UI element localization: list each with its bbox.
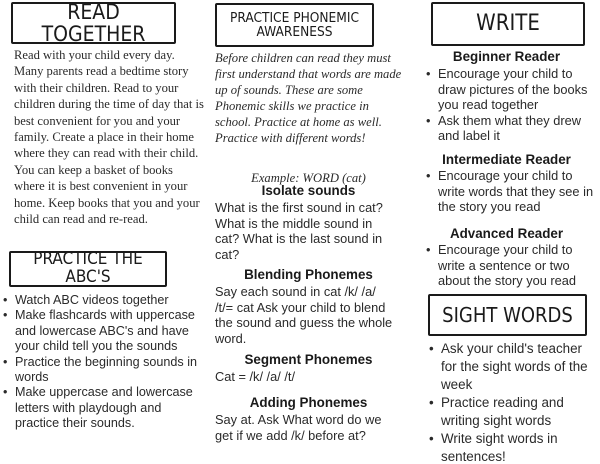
list-item: • Watch ABC videos together bbox=[0, 293, 204, 308]
segment-phonemes-heading: Segment Phonemes bbox=[244, 352, 373, 367]
list-item: • Make flashcards with uppercase and lowercase ABC's and have your child tell you the sounds bbox=[0, 308, 204, 354]
phonemic-intro: Before children can read they must first understand that words are made up of sounds. These are some Phonemic skills we practice in school. Practice at home as well. Practice with different words! bbox=[215, 51, 402, 145]
list-item: • Encourage your child to write words that they see in the story you read bbox=[423, 168, 600, 215]
write-title-box bbox=[431, 2, 585, 46]
left-column bbox=[0, 0, 205, 464]
practice-abcs-list bbox=[0, 293, 204, 432]
read-together-body: Read with your child every day. Many parents read a bedtime story with their children. Read to your children during the time of day that is best convenient for you and your family. Create a place in their home where they can read with their child. You can keep a basket of books where it is best convenient in your home. Keep books that you and your child can read and re-read. bbox=[14, 48, 204, 227]
list-item: • Encourage your child to draw pictures of the books you read together bbox=[423, 66, 600, 113]
segment-phonemes-text: Cat = /k/ /a/ /t/ bbox=[215, 369, 296, 384]
intermediate-reader-heading: Intermediate Reader bbox=[442, 152, 571, 167]
sight-words-list bbox=[426, 340, 592, 464]
right-column bbox=[405, 0, 600, 464]
practice-abcs-title: PRACTICE THE ABC'S bbox=[33, 249, 143, 287]
advanced-reader-heading: Advanced Reader bbox=[449, 226, 564, 241]
blending-phonemes-text: Say each sound in cat /k/ /a/ /t/= cat Ask your child to blend the sound and guess the whole word. bbox=[215, 284, 393, 346]
list-item: • Write sight words in sentences! bbox=[426, 430, 592, 464]
blending-phonemes-heading: Blending Phonemes bbox=[244, 267, 373, 282]
beginner-reader-list bbox=[423, 66, 600, 144]
read-together-title-box bbox=[11, 2, 176, 44]
adding-phonemes-text: Say at. Ask What word do we get if we add /k/ before at? bbox=[215, 412, 382, 443]
isolate-sounds-text: What is the first sound in cat? What is the middle sound in cat? What is the last sound in cat? bbox=[215, 200, 383, 262]
list-item: • Ask your child's teacher for the sight words of the week bbox=[426, 340, 592, 394]
write-title: WRITE bbox=[476, 11, 540, 37]
list-item: • Practice the beginning sounds in words bbox=[0, 355, 204, 386]
phonemic-example: Example: WORD (cat) bbox=[251, 171, 366, 185]
list-item: • Make uppercase and lowercase letters with playdough and practice their sounds. bbox=[0, 385, 204, 431]
phonemic-title-line2: AWARENESS bbox=[256, 24, 333, 40]
list-item: • Practice reading and writing sight words bbox=[426, 394, 592, 430]
read-together-title: READ TOGETHER bbox=[41, 0, 146, 46]
list-item: • Encourage your child to write a sentence or two about the story you read bbox=[423, 242, 600, 289]
practice-abcs-title-box bbox=[9, 251, 167, 287]
phonemic-title-line1: PRACTICE PHONEMIC bbox=[230, 9, 359, 26]
intermediate-reader-list bbox=[423, 168, 600, 215]
phonemic-title-box bbox=[215, 3, 374, 47]
sight-words-title-box bbox=[428, 294, 587, 336]
middle-column bbox=[205, 0, 405, 464]
sight-words-title: SIGHT WORDS bbox=[442, 302, 573, 327]
advanced-reader-list bbox=[423, 242, 600, 289]
list-item: • Ask them what they drew and label it bbox=[423, 113, 600, 144]
beginner-reader-heading: Beginner Reader bbox=[452, 49, 561, 64]
isolate-sounds-heading: Isolate sounds bbox=[261, 183, 356, 198]
adding-phonemes-heading: Adding Phonemes bbox=[249, 395, 368, 410]
